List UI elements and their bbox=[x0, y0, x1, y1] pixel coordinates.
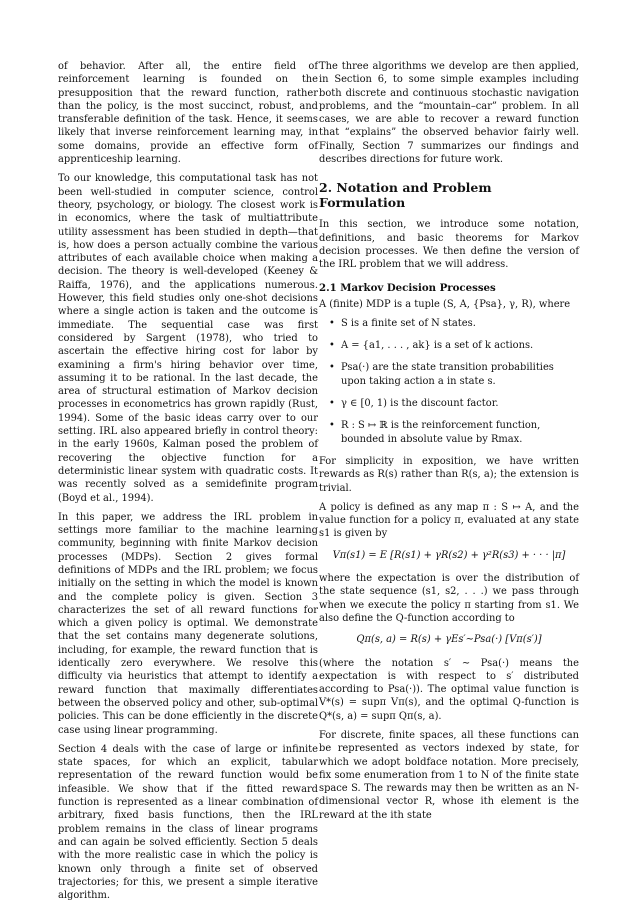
q-function-equation: Qπ(s, a) = R(s) + γEs′∼Psa(·) [Vπ(s′)] bbox=[356, 634, 542, 646]
value-function-equation: Vπ(s1) = E [R(s1) + γR(s2) + γ²R(s3) + · · · |π] bbox=[332, 549, 566, 561]
list-item: • S is a finite set of N states. bbox=[329, 317, 476, 329]
left-column bbox=[58, 60, 318, 908]
left-para-4: Section 4 deals with the case of large or infinite state spaces, for which an explicit, tabular representation of the reward function would be infeasible. We show that if the fitted reward function is represented as a linear combination of arbitrary, fixed basis functions, then the IRL problem remains in the class of linear programs and can again be solved efficiently. Section 5 deals with the more realistic case in which the policy is known only through a finite set of observed trajectories; for this, we present a simple iterative algorithm. bbox=[58, 743, 318, 902]
mdp-intro: A (finite) MDP is a tuple (S, A, {Psa}, γ, R), where bbox=[319, 298, 571, 310]
bullet-icon: • bbox=[329, 317, 335, 329]
list-item: • Psa(·) are the state transition probabilities upon taking action a in state s. bbox=[329, 362, 554, 387]
left-para-1: of behavior. After all, the entire field of reinforcement learning is founded on the presupposition that the reward function, rather than the policy, is the most succinct, robust, and transferable definition of the task. Hence, it seems likely that inverse reinforcement learning may, in some domains, provide an effective form of apprenticeship learning. bbox=[58, 61, 318, 166]
list-item: • γ ∈ [0, 1) is the discount factor. bbox=[329, 398, 499, 410]
para-notation: (where the notation s′ ∼ Psa(·) means the expectation is with respect to s′ distributed according to Psa(·)). The optimal value function is V*(s) = supπ Vπ(s), and the optimal Q-function is Q*(s, a) = supπ Qπ(s, a). bbox=[319, 657, 579, 722]
list-item: • R : S ↦ ℝ is the reinforcement function, bounded in absolute value by Rmax. bbox=[329, 420, 541, 445]
section-heading: 2. Notation and Problem Formulation bbox=[319, 180, 492, 211]
list-item: • A = {a1, . . . , ak} is a set of k actions. bbox=[329, 340, 534, 352]
subsection-heading: 2.1 Markov Decision Processes bbox=[319, 281, 496, 294]
right-column bbox=[319, 60, 579, 828]
bullet-icon: • bbox=[329, 362, 335, 374]
para-expectation: where the expectation is over the distribution of the state sequence (s1, s2, . . .) we pass through when we execute the policy π starting from s1. We also define the Q-function according to bbox=[319, 573, 579, 624]
bullet-icon: • bbox=[329, 340, 335, 352]
left-para-3: In this paper, we address the IRL problem in settings more familiar to the machine learning community, beginning with finite Markov decision processes (MDPs). Section 2 gives formal definitions of MDPs and the IRL problem; we focus initially on the setting in which the model is known and the complete policy is given. Section 3 characterizes the set of all reward functions for which a given policy is optimal. We demonstrate that the set contains many degenerate solutions, including, for example, the reward function that is identically zero everywhere. We resolve this difficulty via heuristics that attempt to identify a reward function that maximally differentiates between the observed policy and other, sub-optimal policies. This can be done efficiently in the discrete case using linear programming. bbox=[58, 511, 318, 736]
left-para-2: To our knowledge, this computational task has not been well-studied in computer science, control theory, psychology, or biology. The closest work is in economics, where the task of multiattribute utility assessment has been studied in depth—that is, how does a person actually combine the various attributes of each available choice when making a decision. The theory is well-developed (Keeney & Raiffa, 1976), and the applications numerous. However, this field studies only one-shot decisions where a single action is taken and the outcome is immediate. The sequential case was first considered by Sargent (1978), who tried to ascertain the effective hiring cost for labor by examining a firm's hiring behavior over time, assuming it to be rational. In the last decade, the area of structural estimation of Markov decision processes in econometrics has grown rapidly (Rust, 1994). Some of the basic ideas carry over to our setting. IRL also appeared briefly in control theory: in the early 1960s, Kalman posed the problem of recovering the objective function for a deterministic linear system with quadratic costs. It was recently solved as a semidefinite program (Boyd et al., 1994). bbox=[58, 173, 318, 504]
section-intro: In this section, we introduce some notation, definitions, and basic theorems for Markov decision processes. We then define the version of the IRL problem that we will address. bbox=[319, 219, 579, 271]
bullet-icon: • bbox=[329, 420, 335, 432]
bullet-icon: • bbox=[329, 398, 335, 410]
para-simplicity: For simplicity in exposition, we have written rewards as R(s) rather than R(s, a); the extension is trivial. bbox=[319, 455, 579, 494]
right-para-1: The three algorithms we develop are then applied, in Section 6, to some simple examples including both discrete and continuous stochastic navigation problems, and the “mountain–car” problem. In all cases, we are able to recover a reward function that “explains” the observed behavior fairly well. Finally, Section 7 summarizes our findings and describes directions for future work. bbox=[319, 61, 579, 166]
mdp-definition-list bbox=[319, 317, 579, 446]
para-discrete: For discrete, finite spaces, all these functions can be represented as vectors indexed by state, for which we adopt boldface notation. More precisely, fix some enumeration from 1 to N of the finite state space S. The rewards may then be written as an N-dimensional vector R, whose ith element is the reward at the ith state bbox=[319, 729, 579, 821]
para-policy: A policy is defined as any map π : S ↦ A, and the value function for a policy π, evaluated at any state s1 is given by bbox=[319, 501, 579, 540]
